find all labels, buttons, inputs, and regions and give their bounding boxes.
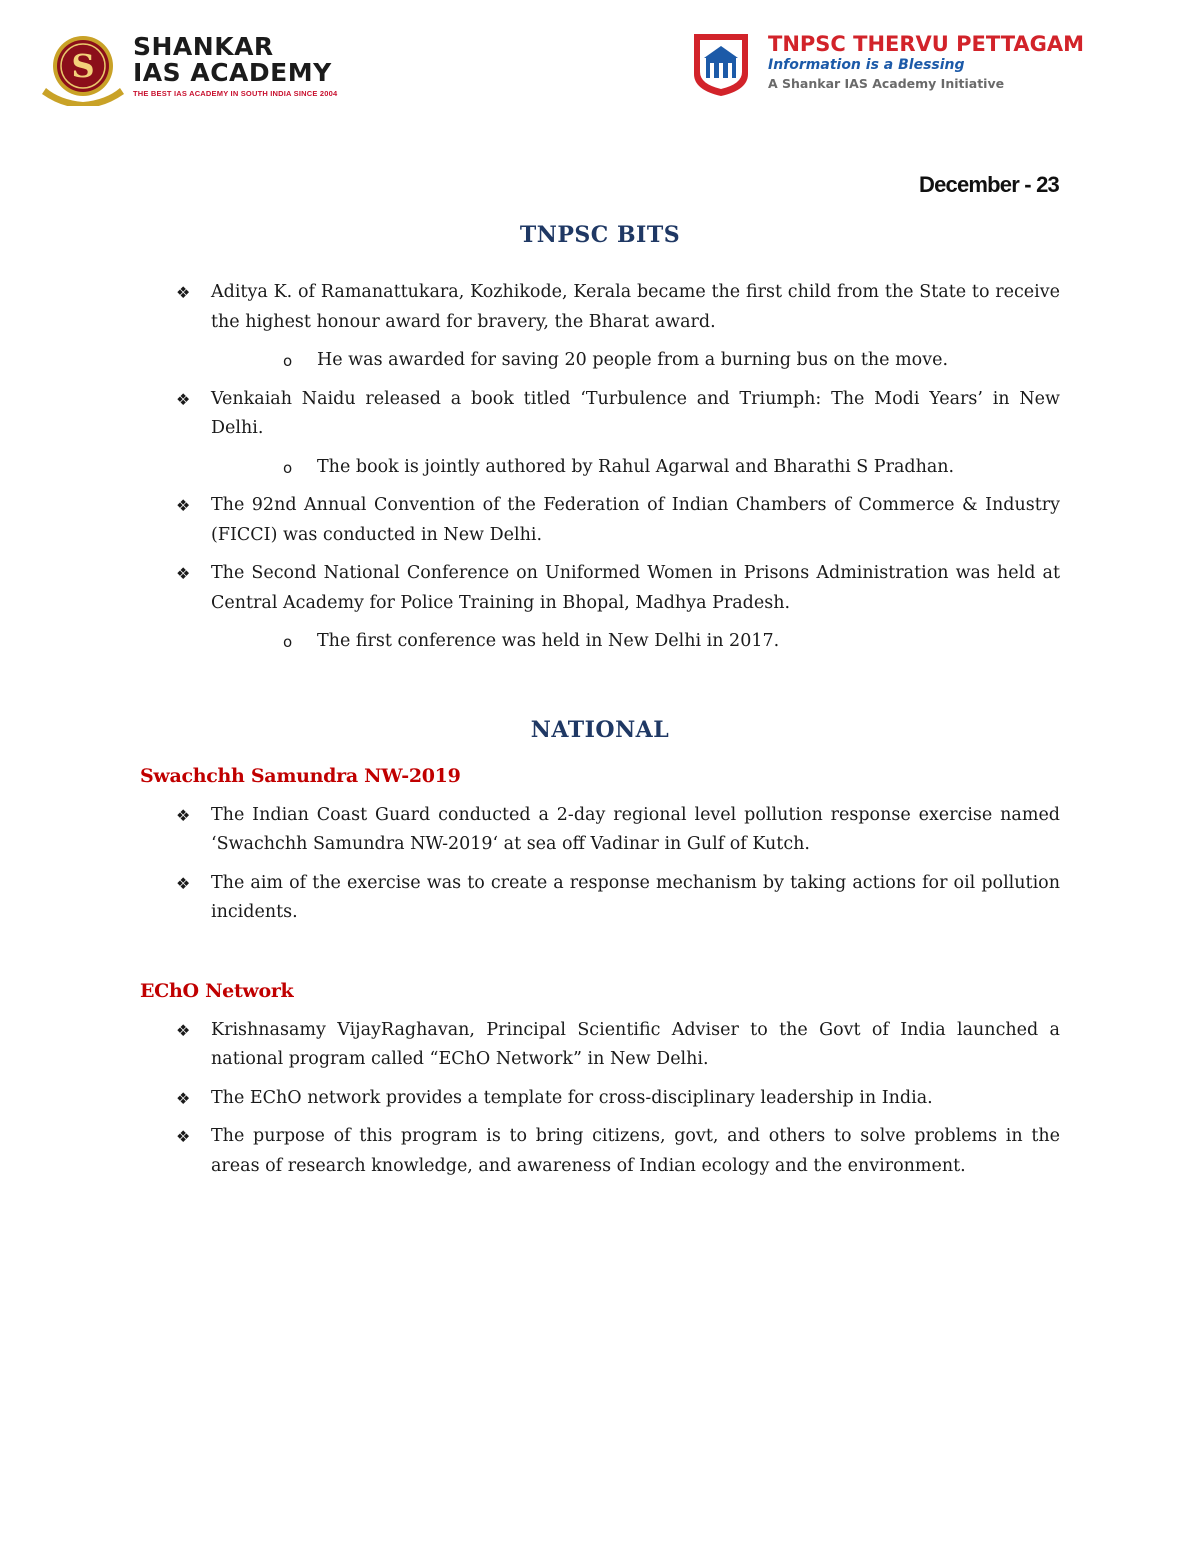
topic-title-swachchh-samundra: Swachchh Samundra NW-2019 [140, 764, 461, 787]
sub-bullet-text: He was awarded for saving 20 people from a burning bus on the move. [317, 350, 949, 370]
bullet-text: Krishnasamy VijayRaghavan, Principal Scientific Adviser to the Govt of India launched a national program called “EChO Network” in New Delhi. [211, 1019, 1060, 1069]
sub-bullet-text: The book is jointly authored by Rahul Agarwal and Bharathi S Pradhan. [317, 456, 955, 477]
bullet-text: The Indian Coast Guard conducted a 2-day regional level pollution response exercise named ‘Swachchh Samundra NW-2019‘ at sea off Vadinar in Gulf of Kutch. [211, 804, 1060, 854]
diamond-bullet-icon: ❖ [176, 873, 191, 893]
list-item [140, 559, 1060, 657]
diamond-bullet-icon: ❖ [176, 496, 191, 515]
tnpsc-title: TNPSC THERVU PETTAGAM [768, 32, 1085, 56]
diamond-bullet-icon: ❖ [176, 805, 191, 825]
echo-network-list [140, 1016, 1060, 1182]
list-item [140, 869, 1060, 928]
academy-tagline: THE BEST IAS ACADEMY IN SOUTH INDIA SINCE 2004 [133, 89, 338, 98]
circle-bullet-icon: o [283, 458, 293, 477]
list-item [140, 1016, 1060, 1075]
sub-list [211, 346, 1060, 376]
academy-name-line2: IAS ACADEMY [133, 58, 332, 87]
document-body [140, 220, 1060, 1190]
bullet-text: The Second National Conference on Uniformed Women in Prisons Administration was held at Central Academy for Police Training in Bhopal, Madhya Pradesh. [211, 563, 1060, 613]
list-item [140, 1122, 1060, 1181]
temple-emblem-icon [690, 30, 752, 98]
sub-list-item [211, 346, 1060, 376]
bullet-text: The aim of the exercise was to create a response mechanism by taking actions for oil pollution incidents. [211, 872, 1060, 922]
list-item [140, 801, 1060, 860]
diamond-bullet-icon: ❖ [176, 564, 191, 583]
national-heading: NATIONAL [530, 716, 670, 743]
seal-letter: S [71, 47, 95, 85]
swachchh-samundra-list [140, 801, 1060, 928]
diamond-bullet-icon: ❖ [176, 1088, 191, 1108]
bullet-text: The purpose of this program is to bring citizens, govt, and others to solve problems in the areas of research knowledge, and awareness of Indian ecology and the environment. [211, 1126, 1060, 1176]
diamond-bullet-icon: ❖ [176, 283, 191, 302]
shankar-ias-academy-logo [40, 28, 380, 108]
list-item [140, 1084, 1060, 1114]
bullet-text: Aditya K. of Ramanattukara, Kozhikode, Kerala became the first child from the State to receive the highest honour award for bravery, the Bharat award. [211, 282, 1060, 332]
sub-list [211, 453, 1060, 483]
circle-bullet-icon: o [283, 633, 293, 651]
sub-list-item [211, 453, 1060, 483]
diamond-bullet-icon: ❖ [176, 389, 191, 409]
sub-list [211, 627, 1060, 657]
tnpsc-subtitle: Information is a Blessing [768, 57, 965, 73]
list-item [140, 385, 1060, 483]
tnpsc-byline: A Shankar IAS Academy Initiative [768, 76, 1005, 91]
bullet-text: The 92nd Annual Convention of the Federation of Indian Chambers of Commerce & Industry (FICCI) was conducted in New Delhi. [211, 495, 1060, 545]
diamond-bullet-icon: ❖ [176, 1127, 191, 1146]
sub-bullet-text: The first conference was held in New Delhi in 2017. [317, 631, 780, 651]
sub-list-item [211, 627, 1060, 657]
page-header [0, 0, 1200, 140]
topic-title-echo-network: EChO Network [140, 979, 294, 1002]
list-item [140, 278, 1060, 376]
academy-name-line1: SHANKAR [133, 32, 274, 61]
tnpsc-bits-list [140, 278, 1060, 657]
tnpsc-bits-heading: TNPSC BITS [519, 222, 681, 248]
bullet-text: The EChO network provides a template for cross-disciplinary leadership in India. [211, 1087, 933, 1108]
tnpsc-thervu-pettagam-logo [690, 30, 1150, 100]
issue-date: December - 23 [918, 172, 1059, 197]
diamond-bullet-icon: ❖ [176, 1020, 191, 1040]
bullet-text: Venkaiah Naidu released a book titled ‘Turbulence and Triumph: The Modi Years’ in New Delhi. [211, 388, 1060, 438]
list-item [140, 491, 1060, 550]
academy-seal-icon [40, 28, 126, 106]
circle-bullet-icon: o [283, 352, 293, 370]
